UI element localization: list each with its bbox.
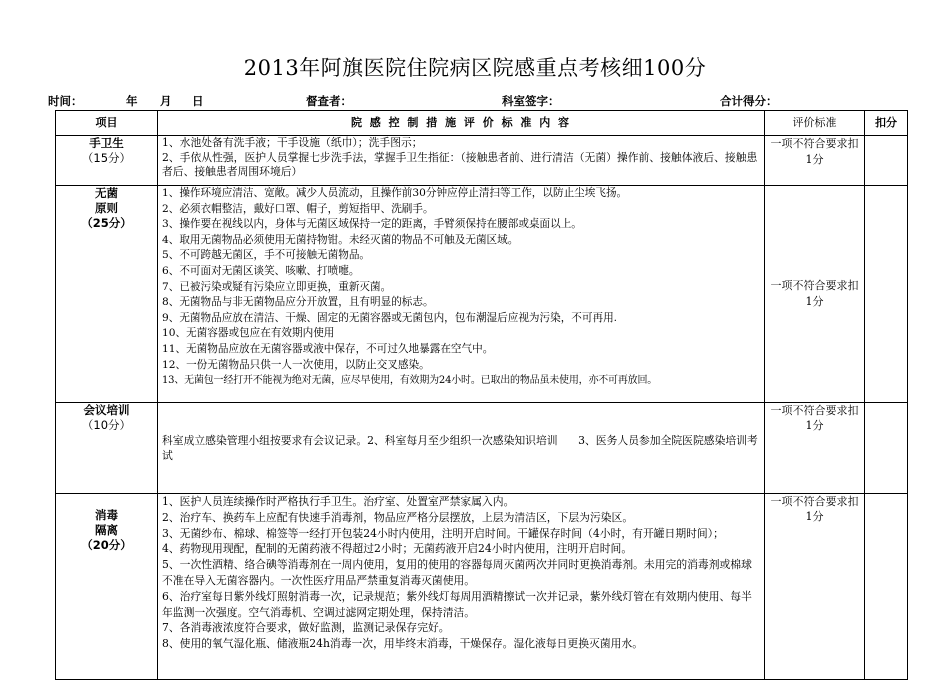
- table-row: [56, 494, 908, 680]
- criterion-line: 9、无菌物品应放在清洁、干燥、固定的无菌容器或无菌包内，包布潮湿后应视为污染，不可再用.: [162, 311, 618, 324]
- month-label: 月: [160, 94, 172, 108]
- criterion-line: 2、必须衣帽整洁，戴好口罩、帽子，剪短指甲、洗刷手。: [162, 202, 434, 215]
- header-deduct: 扣分: [865, 111, 908, 136]
- standard-cell: 一项不符合要求扣1分: [765, 403, 865, 494]
- deduct-cell[interactable]: [865, 403, 908, 494]
- category-cell: [56, 403, 158, 494]
- header-content: 院 感 控 制 措 施 评 价 标 准 内 容: [158, 111, 765, 136]
- content-cell: [158, 186, 765, 403]
- content-cell: [158, 494, 765, 680]
- total-score-label: 合计得分：: [720, 94, 778, 108]
- criterion-line: 8、无菌物品与非无菌物品应分开放置，且有明显的标志。: [162, 296, 434, 309]
- criterion-line: 7、已被污染或疑有污染应立即更换，重新灭菌。: [162, 280, 392, 293]
- category-name: 会议培训: [83, 403, 130, 417]
- criterion-line: 5、一次性酒精、络合碘等消毒剂在一周内使用，复用的使用的容器每周灭菌两次并同时更换消毒剂。未用完的消毒剂或棉球不准在导入无菌容器内。一次性医疗用品严禁重复消毒灭菌使用。: [162, 558, 752, 587]
- criterion-line: 6、治疗室每日紫外线灯照射消毒一次，记录规范；紫外线灯每周用酒精擦试一次并记录，紫外线灯管在有效期内使用、每半年监测一次强度。空气消毒机、空调过滤网定期处理，保持清洁。: [162, 589, 752, 619]
- dept-sign-label: 科室签字：: [502, 94, 560, 108]
- day-label: 日: [192, 94, 204, 108]
- category-cell: [56, 136, 158, 186]
- criterion-line: 5、不可跨越无菌区，手不可接触无菌物品。: [162, 249, 371, 262]
- header-standard: 评价标准: [765, 111, 865, 136]
- category-cell: [56, 186, 158, 403]
- assessment-table: [55, 110, 908, 680]
- standard-cell: 一项不符合要求扣1分: [765, 136, 865, 186]
- year-label: 年: [126, 94, 138, 108]
- category-name: 消毒: [95, 508, 118, 522]
- criterion-line: 4、药物现用现配，配制的无菌药液不得超过2小时；无菌药液开启24小时内使用，注明开启时间。: [162, 542, 633, 556]
- inspector-label: 督查者：: [306, 94, 352, 108]
- criterion-line: 13、无菌包一经打开不能视为绝对无菌，应尽早使用，有效期为24小时。已取出的物品虽未使用，亦不可再放回。: [162, 375, 658, 387]
- content-cell: [158, 136, 765, 186]
- content-cell: [158, 403, 765, 494]
- standard-cell: 一项不符合要求扣1分: [765, 186, 865, 403]
- deduct-cell[interactable]: [865, 186, 908, 403]
- category-score: （10分）: [81, 418, 132, 432]
- criterion-line: 科室成立感染管理小组按要求有会议记录。2、科室每月至少组织一次感染知识培训 3、医务人员参加全院医院感染培训考试: [162, 434, 758, 462]
- category-name-2: 隔离: [95, 523, 118, 537]
- category-score: （20分）: [81, 538, 132, 552]
- criterion-line: 10、无菌容器或包应在有效期内使用: [162, 327, 335, 340]
- table-row: [56, 186, 908, 403]
- category-name-2: 原则: [95, 201, 118, 215]
- category-score: （25分）: [81, 216, 132, 230]
- criterion-line: 2、手依从性强，医护人员掌握七步洗手法，掌握手卫生指征：（接触患者前、进行清洁（无菌）操作前、接触体液后、接触患者后、接触患者周围环境后）: [162, 150, 758, 179]
- deduct-cell[interactable]: [865, 494, 908, 680]
- header-item: 项目: [56, 111, 158, 136]
- criterion-line: 7、各消毒液浓度符合要求，做好监测，监测记录保存完好。: [162, 621, 450, 635]
- header-row: [56, 111, 908, 136]
- criterion-line: 1、医护人员连续操作时严格执行手卫生。治疗室、处置室严禁家属入内。: [162, 495, 515, 508]
- criterion-line: 11、无菌物品应放在无菌容器或液中保存，不可过久地暴露在空气中。: [162, 342, 494, 355]
- category-name: 无菌: [95, 186, 118, 200]
- table-row: [56, 136, 908, 186]
- criterion-line: 1、水池处备有洗手液；干手设施（纸巾）；洗手图示；: [162, 136, 423, 149]
- criterion-line: 3、操作要在视线以内，身体与无菌区域保持一定的距离，手臂须保持在腰部或桌面以上。: [162, 218, 582, 231]
- category-score: （15分）: [81, 151, 132, 165]
- criterion-line: 12、一份无菌物品只供一人一次使用，以防止交叉感染。: [162, 358, 430, 371]
- criterion-line: 4、取用无菌物品必须使用无菌持物钳。未经灭菌的物品不可触及无菌区域。: [162, 233, 519, 246]
- criterion-line: 8、使用的氧气湿化瓶、储液瓶24h消毒一次，用毕终末消毒，干燥保存。湿化液每日更换灭菌用水。: [162, 637, 644, 651]
- category-name: 手卫生: [89, 136, 124, 150]
- standard-cell: 一项不符合要求扣1分: [765, 494, 865, 680]
- criterion-line: 1、操作环境应清洁、宽敞。减少人员流动，且操作前30分钟应停止清扫等工作，以防止尘埃飞扬。: [162, 187, 628, 199]
- document-title: 2013年阿旗医院住院病区院感重点考核细100分: [243, 56, 707, 80]
- deduct-cell[interactable]: [865, 136, 908, 186]
- criterion-line: 2、治疗车、换药车上应配有快速手消毒剂，物品应严格分层摆放，上层为清洁区，下层为污染区。: [162, 510, 634, 524]
- criterion-line: 6、不可面对无菌区谈笑、咳嗽、打喷嚏。: [162, 264, 360, 277]
- time-label: 时间：: [48, 94, 83, 108]
- criterion-line: 3、无菌纱布、棉球、棉签等一经打开包装24小时内使用，注明开启时间。干罐保存时间（4小时，有开罐日期时间）；: [162, 526, 724, 540]
- table-row: [56, 403, 908, 494]
- category-cell: [56, 494, 158, 680]
